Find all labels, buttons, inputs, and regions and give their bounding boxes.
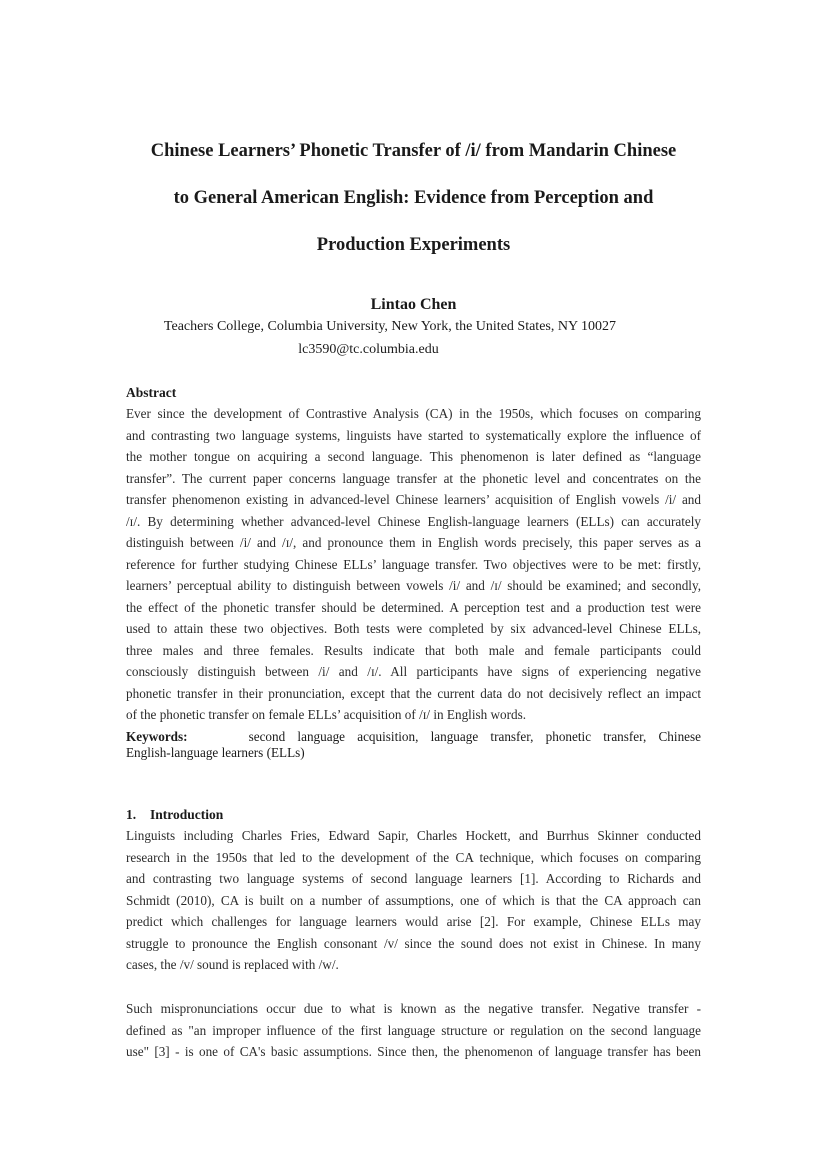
abstract-line: of the phonetic transfer on female ELLs’ acquisition of /ɪ/ in English words.	[126, 707, 527, 722]
keywords	[126, 729, 701, 761]
body-line: Linguists including Charles Fries, Edward Sapir, Charles Hockett, and Burrhus Skinner conducted	[126, 828, 701, 843]
abstract-line: the mother tongue on acquiring a second language. This phenomenon is later defined as “language	[126, 449, 701, 464]
abstract-line: used to attain these two objectives. Both tests were completed by six advanced-level Chinese ELLs,	[126, 621, 701, 636]
author-affiliation: Teachers College, Columbia University, New York, the United States, NY 10027	[163, 319, 617, 334]
abstract-line: phonetic transfer in their pronunciation, except that the current data do not decisively reflect an impact	[126, 685, 701, 701]
intro-paragraph-1	[126, 825, 701, 976]
intro-paragraph-2	[126, 998, 701, 1063]
body-line: struggle to pronounce the English consonant /v/ since the sound does not exist in Chinese. In many	[126, 935, 701, 951]
section-title: Introduction	[150, 807, 224, 822]
abstract-line: transfer phenomenon existing in advanced-level Chinese learners’ acquisition of English vowels /i/ and	[126, 492, 701, 507]
abstract-line: /ɪ/. By determining whether advanced-level Chinese English-language learners (ELLs) can accurately	[126, 513, 701, 529]
body-line: Such mispronunciations occur due to what is known as the negative transfer. Negative transfer -	[126, 1001, 701, 1016]
paper-title	[80, 128, 747, 269]
abstract-line: three males and three females. Results indicate that both male and female participants could	[126, 642, 701, 658]
abstract-line: Ever since the development of Contrastive Analysis (CA) in the 1950s, which focuses on comparing	[126, 406, 701, 421]
title-line: Chinese Learners’ Phonetic Transfer of /i/ from Mandarin Chinese	[150, 141, 677, 161]
abstract-line: learners’ perceptual ability to distinguish between vowels /i/ and /ɪ/ should be examined; and secondly,	[126, 578, 701, 593]
author-name: Lintao Chen	[370, 296, 457, 313]
abstract-heading: Abstract	[126, 385, 177, 400]
section-number: 1.	[126, 807, 137, 822]
author-email: lc3590@tc.columbia.edu	[298, 342, 439, 357]
title-line: to General American English: Evidence from Perception and	[173, 188, 654, 208]
body-line: predict which challenges for language learners would arise [2]. For example, Chinese ELLs may	[126, 914, 701, 929]
abstract-line: reference for further studying Chinese ELLs’ language transfer. Two objectives were to be met: firstly,	[126, 556, 701, 572]
abstract-line: and contrasting two language systems, linguists have started to systematically explore the influence of	[126, 427, 701, 443]
body-line: and contrasting two language systems of second language learners [1]. According to Richards and	[126, 871, 701, 886]
keywords-label: Keywords:	[126, 729, 188, 744]
keywords-line: English-language learners (ELLs)	[126, 745, 305, 760]
body-line: cases, the /v/ sound is replaced with /w/.	[126, 957, 339, 972]
body-line: defined as "an improper influence of the first language structure or regulation on the second language	[126, 1022, 701, 1038]
section-heading-introduction	[126, 807, 223, 823]
abstract-line: consciously distinguish between /i/ and /ɪ/. All participants have signs of experiencing negative	[126, 664, 701, 679]
keywords-line	[126, 729, 701, 745]
abstract-line: transfer”. The current paper concerns language transfer at the phonetic level and concentrates on the	[126, 470, 701, 486]
title-line: Production Experiments	[316, 235, 511, 255]
abstract-body	[126, 403, 701, 726]
body-line: Schmidt (2010), CA is built on a number of assumptions, one of which is that the CA approach can	[126, 892, 701, 908]
body-line: research in the 1950s that led to the development of the CA technique, which focuses on comparing	[126, 849, 701, 865]
keywords-text: second language acquisition, language transfer, phonetic transfer, Chinese	[248, 729, 701, 744]
body-line: use" [3] - is one of CA's basic assumptions. Since then, the phenomenon of language transfer has been	[126, 1044, 701, 1059]
abstract-line: distinguish between /i/ and /ɪ/, and pronounce them in English words precisely, this paper serves as a	[126, 535, 701, 550]
abstract-line: the effect of the phonetic transfer should be determined. A perception test and a production test were	[126, 599, 701, 615]
